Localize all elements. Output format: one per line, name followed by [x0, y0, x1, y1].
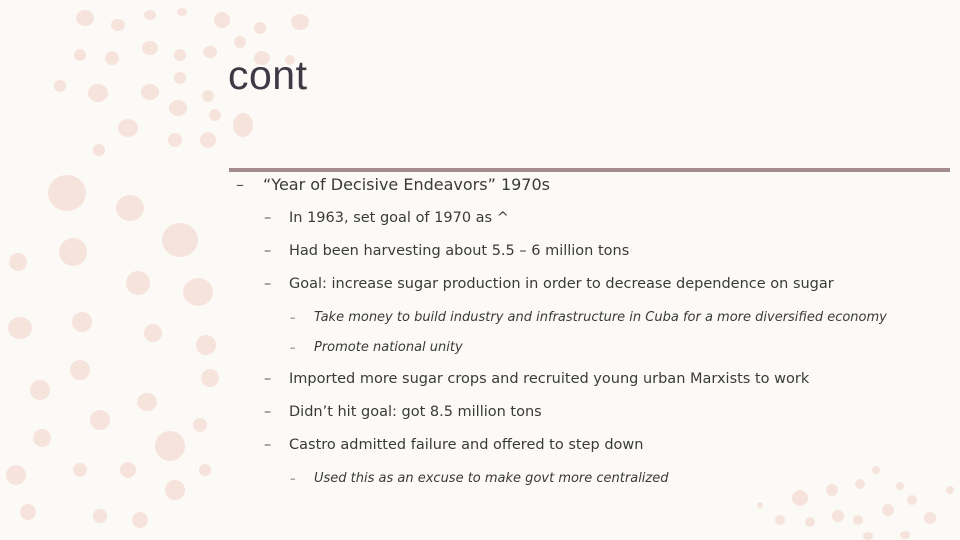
title-divider [229, 168, 950, 172]
bullet-dash: – [236, 175, 244, 194]
bullet-dash: – [264, 437, 272, 453]
bullet-text: Take money to build industry and infrastructure in Cuba for a more diversified economy [314, 310, 887, 325]
bullet-dash: – [264, 404, 272, 420]
bullet-text: “Year of Decisive Endeavors” 1970s [263, 175, 550, 194]
bullet-dash: – [264, 276, 272, 292]
bullet-text: Promote national unity [314, 340, 463, 355]
bullet-text: Didn’t hit goal: got 8.5 million tons [289, 404, 542, 420]
bullet-dash: – [264, 210, 272, 226]
bullet-dash: – [264, 243, 272, 259]
bullet-text: Castro admitted failure and offered to step down [289, 437, 644, 453]
bullet-dash: – [290, 472, 296, 485]
bullet-text: In 1963, set goal of 1970 as ^ [289, 210, 509, 226]
bullet-text: Goal: increase sugar production in order to decrease dependence on sugar [289, 276, 834, 292]
bullet-dash: – [290, 311, 296, 324]
bullet-text: Imported more sugar crops and recruited young urban Marxists to work [289, 371, 810, 387]
bullet-dash: – [290, 341, 296, 354]
bullet-text: Used this as an excuse to make govt more centralized [314, 471, 669, 486]
slide-title: cont [228, 52, 308, 98]
bullet-dash: – [264, 371, 272, 387]
bullet-text: Had been harvesting about 5.5 – 6 million tons [289, 243, 630, 259]
